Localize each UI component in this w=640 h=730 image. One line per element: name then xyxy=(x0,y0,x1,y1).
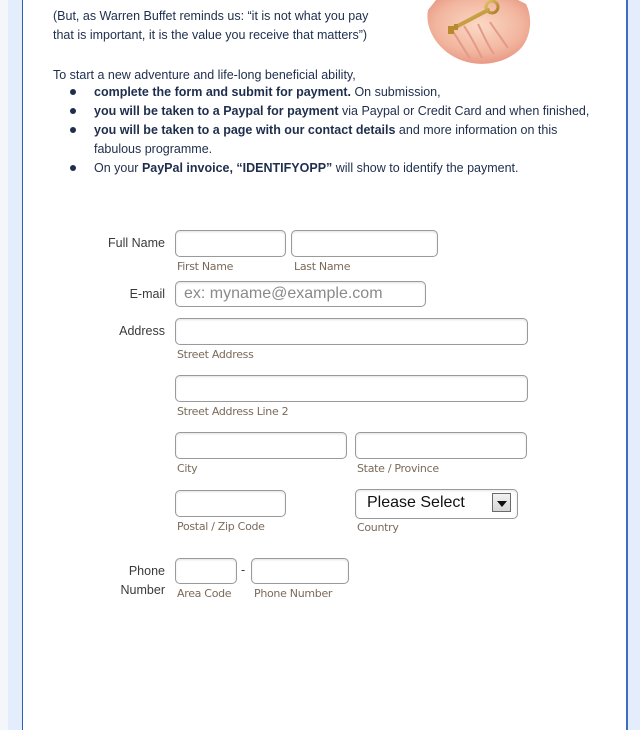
state-province-sublabel: State / Province xyxy=(357,462,439,475)
phone-number-input[interactable] xyxy=(251,558,349,584)
country-sublabel: Country xyxy=(357,521,399,534)
list-item-pre: On your xyxy=(94,161,142,175)
phone-label-line1: Phone xyxy=(128,564,165,578)
list-item-text: and more information on this fabulous programme. xyxy=(94,123,558,156)
postal-code-sublabel: Postal / Zip Code xyxy=(177,520,265,533)
last-name-input[interactable] xyxy=(291,230,438,257)
bullet-icon xyxy=(70,89,76,95)
street-address-sublabel: Street Address xyxy=(177,348,254,361)
content-panel xyxy=(23,0,626,730)
intro-line-1: (But, as Warren Buffet reminds us: “it is not what you pay xyxy=(53,9,369,23)
street-address-line2-sublabel: Street Address Line 2 xyxy=(177,405,289,418)
phone-separator: - xyxy=(241,563,246,577)
list-item-bold: you will be taken to a page with our contact details xyxy=(94,123,396,137)
last-name-sublabel: Last Name xyxy=(294,260,351,273)
left-rail xyxy=(8,0,22,730)
street-address-line2-input[interactable] xyxy=(175,375,528,402)
state-province-input[interactable] xyxy=(355,432,527,459)
intro-paragraph xyxy=(53,7,413,45)
list-item-bold: complete the form and submit for payment. xyxy=(94,85,351,99)
email-label: E-mail xyxy=(129,287,165,301)
bullet-icon xyxy=(70,165,76,171)
city-input[interactable] xyxy=(175,432,347,459)
bullet-icon xyxy=(70,127,76,133)
street-address-input[interactable] xyxy=(175,318,528,345)
list-item-bold: you will be taken to a Paypal for payment xyxy=(94,104,339,118)
list-item xyxy=(53,121,598,159)
full-name-label: Full Name xyxy=(108,236,165,250)
list-item xyxy=(53,159,598,178)
email-input[interactable] xyxy=(175,281,426,307)
list-item-bold: PayPal invoice, “IDENTIFYOPP” xyxy=(141,161,333,175)
city-sublabel: City xyxy=(177,462,198,475)
list-item-text: will show to identify the payment. xyxy=(332,161,519,175)
intro-line-2: that is important, it is the value you receive that matters”) xyxy=(53,28,368,42)
country-select-value: Please Select xyxy=(367,494,465,511)
phone-label-line2: Number xyxy=(120,583,165,597)
area-code-input[interactable] xyxy=(175,558,237,584)
lead-text: To start a new adventure and life-long beneficial ability, xyxy=(53,68,356,82)
instructions-list xyxy=(53,83,598,178)
hands-holding-key-icon xyxy=(422,0,534,66)
right-rail xyxy=(628,0,640,730)
list-item-text: via Paypal or Credit Card and when finished, xyxy=(338,104,590,118)
area-code-sublabel: Area Code xyxy=(177,587,232,600)
country-select[interactable] xyxy=(355,489,518,519)
page-margin-left xyxy=(0,0,8,730)
phone-number-sublabel: Phone Number xyxy=(254,587,333,600)
first-name-sublabel: First Name xyxy=(177,260,234,273)
address-label: Address xyxy=(119,324,165,338)
chevron-down-icon[interactable] xyxy=(492,493,511,512)
postal-code-input[interactable] xyxy=(175,490,286,517)
list-item-text: On submission, xyxy=(350,85,441,99)
list-item xyxy=(53,83,598,102)
first-name-input[interactable] xyxy=(175,230,286,257)
bullet-icon xyxy=(70,108,76,114)
list-item xyxy=(53,102,598,121)
